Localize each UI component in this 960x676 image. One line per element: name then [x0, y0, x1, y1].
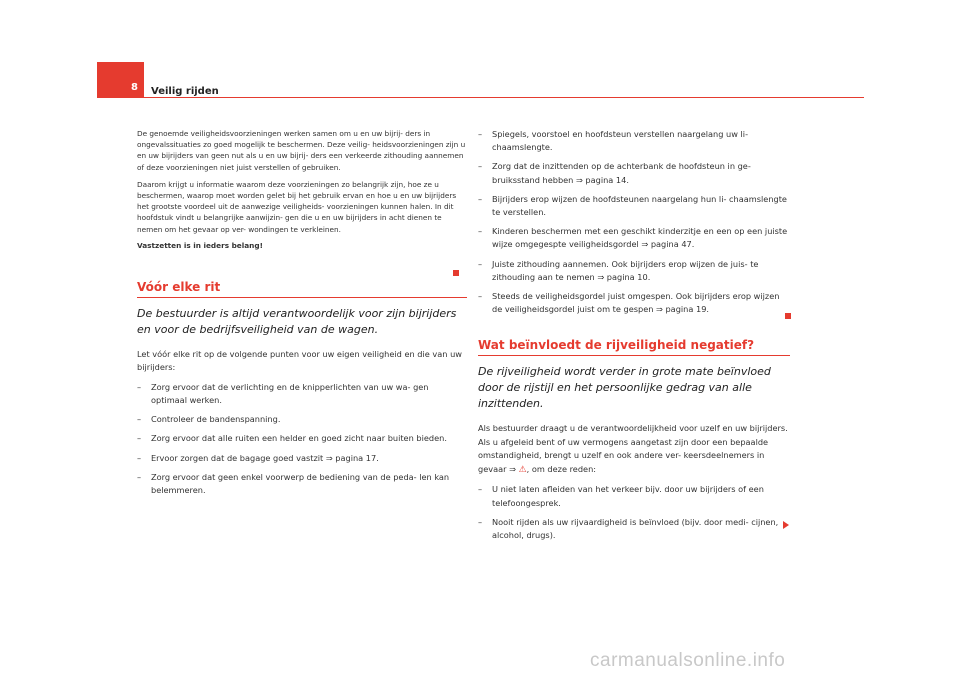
- section-body: Als bestuurder draagt u de verantwoordelijkheid voor uzelf en uw bijrijders. Als u afgeleid bent of uw vermogens aangetast zijn door een bepaalde omstandigheid, brengt u uzelf en ook andere ver- keersdeelnemers in gevaar ⇒ ⚠, om deze reden:: [478, 423, 788, 475]
- dash-icon: –: [478, 291, 483, 302]
- list-item: – Nooit rijden als uw rijvaardigheid is beïnvloed (bijv. door medi- cijnen, alcohol, drugs).: [478, 516, 779, 541]
- list-item: – Kinderen beschermen met een geschikt kinderzitje en een op een juiste wijze omgegespte veiligheidsgordel ⇒ pagina 47.: [478, 226, 788, 250]
- list-item: – Zorg dat de inzittenden op de achterbank de hoofdsteun in ge- bruiksstand hebben ⇒ pagina 14.: [478, 161, 751, 185]
- checklist-safety: [478, 483, 790, 542]
- dash-icon: –: [478, 129, 483, 139]
- bold-statement: Vastzetten is in ieders belang!: [137, 240, 263, 250]
- list-item: – Ervoor zorgen dat de bagage goed vastzit ⇒ pagina 17.: [137, 452, 467, 465]
- dash-icon: –: [137, 414, 142, 425]
- list-item: – Controleer de bandenspanning.: [137, 413, 467, 426]
- dash-icon: –: [137, 381, 142, 392]
- continue-arrow-icon: [783, 521, 789, 529]
- dash-icon: –: [137, 471, 142, 482]
- dash-icon: –: [137, 452, 142, 463]
- header-rule: [144, 97, 864, 98]
- dash-icon: –: [478, 258, 483, 269]
- list-item: – Zorg ervoor dat de verlichting en de knipperlichten van uw wa- gen optimaal werken.: [137, 381, 429, 406]
- dash-icon: –: [478, 161, 483, 172]
- intro-paragraph-2: Daarom krijgt u informatie waarom deze voorzieningen zo belangrijk zijn, hoe ze u beschermen, waarop moet worden gelet bij het gebruik ervan en hoe u en uw bijrijders het grootste voordeel uit de aanwezige veiligheids- voorzieningen kunnen halen. In dit hoofdstuk vindt u belangrijke aanwijzin- gen die u en uw bijrijders in acht dienen te nemen om het gevaar op ver- wondingen te verkleinen.: [137, 179, 457, 234]
- list-item: – Spiegels, voorstoel en hoofdsteun verstellen naargelang uw li- chaamslengte.: [478, 129, 749, 153]
- section-end-icon: [453, 270, 459, 276]
- intro-paragraph-1: De genoemde veiligheidsvoorzieningen werken samen om u en uw bijrij- ders in ongevalssituaties zo goed mogelijk te beschermen. Deze veilig- heidsvoorzieningen zijn u en uw bijrijders van geen nut als u en uw bijrij- ders een verkeerde zithouding aannemen of deze voorzieningen niet juist verstellen of gebruiken.: [137, 129, 466, 172]
- page-number: 8: [131, 82, 138, 93]
- dash-icon: –: [478, 193, 483, 204]
- section-body: Let vóór elke rit op de volgende punten voor uw eigen veiligheid en die van uw bijrijders:: [137, 348, 462, 373]
- list-item: – Juiste zithouding aannemen. Ook bijrijders erop wijzen de juis- te zithouding aan te nemen ⇒ pagina 10.: [478, 258, 759, 282]
- list-item: – U niet laten afleiden van het verkeer bijv. door uw bijrijders of een telefoongesprek.: [478, 484, 764, 508]
- section-intro: De rijveiligheid wordt verder in grote mate beïnvloed door de rijstijl en het persoonlijke gedrag van alle inzittenden.: [478, 365, 771, 411]
- section-intro: De bestuurder is altijd verantwoordelijk voor zijn bijrijders en voor de bedrijfsveiligheid van de wagen.: [137, 306, 457, 336]
- list-item: – Zorg ervoor dat alle ruiten een helder en goed zicht naar buiten bieden.: [137, 432, 467, 445]
- checklist-continued: [478, 128, 790, 316]
- warning-icon: ⚠: [518, 464, 527, 475]
- section-end-icon: [785, 313, 791, 319]
- page-number-tab: [97, 62, 144, 98]
- list-item: – Bijrijders erop wijzen de hoofdsteunen naargelang hun li- chaamslengte te verstellen.: [478, 193, 787, 218]
- list-item: – Zorg ervoor dat geen enkel voorwerp de bediening van de peda- len kan belemmeren.: [137, 471, 450, 496]
- dash-icon: –: [478, 516, 483, 527]
- right-column: [478, 128, 790, 548]
- section-title-safety-factors: Wat beïnvloedt de rijveiligheid negatief?: [478, 338, 755, 353]
- chapter-title: Veilig rijden: [151, 86, 219, 97]
- left-column: [137, 128, 467, 503]
- section-rule: [478, 355, 790, 356]
- list-item: – Steeds de veiligheidsgordel juist omgespen. Ook bijrijders erop wijzen de veiligheidsgordel juist om te gespen ⇒ pagina 19.: [478, 291, 780, 315]
- checklist: [137, 381, 467, 497]
- section-title-before-each-trip: Vóór elke rit: [137, 279, 221, 294]
- dash-icon: –: [478, 226, 483, 237]
- watermark: carmanualsonline.info: [590, 650, 786, 671]
- section-rule: [137, 297, 467, 298]
- dash-icon: –: [478, 484, 483, 495]
- dash-icon: –: [137, 433, 142, 444]
